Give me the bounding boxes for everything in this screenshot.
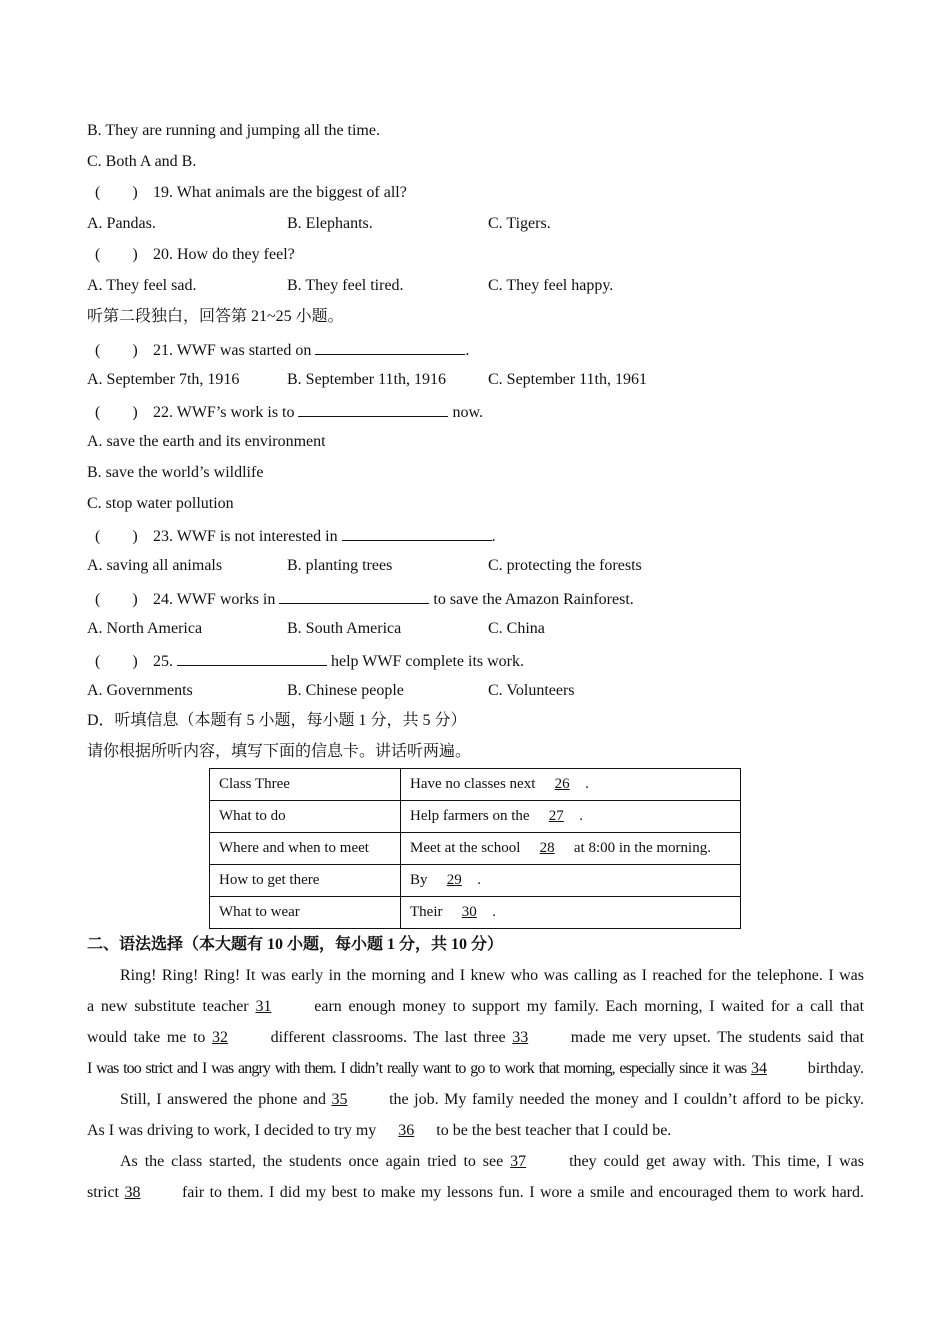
passage-text: fair to them. I did my best to make my lessons fun. I wore a smile and encouraged them to work hard. [181, 1184, 865, 1201]
info-card-table [209, 768, 741, 929]
q21-option-b: B. September 11th, 1916 [287, 371, 446, 388]
passage-text: would take me to [87, 1029, 206, 1046]
value-text-after: at 8:00 in the morning. [573, 840, 711, 856]
blank-number: 34 [750, 1060, 767, 1077]
answer-blank [342, 525, 492, 541]
question-24 [87, 588, 634, 610]
answer-paren: ( ) [95, 653, 138, 670]
passage-line [87, 1183, 864, 1203]
value-text: Their [410, 904, 443, 920]
answer-blank [298, 401, 448, 417]
blank-number: 27 [548, 808, 564, 824]
table-row [210, 865, 741, 897]
question-21 [87, 339, 469, 361]
value-text-after: . [585, 776, 589, 792]
section-2-title: 二、语法选择（本大题有 10 小题，每小题 1 分，共 10 分） [87, 936, 504, 953]
question-text-after: . [491, 528, 496, 545]
question-text: 25. [153, 653, 173, 670]
section-d-title: D．听填信息（本题有 5 小题，每小题 1 分，共 5 分） [87, 712, 467, 729]
table-label: Class Three [210, 769, 401, 801]
q22-option-c: C. stop water pollution [87, 495, 234, 512]
value-text: Help farmers on the [410, 808, 530, 824]
passage-text: they could get away with. This time, I was [569, 1153, 865, 1170]
question-text-after: . [465, 342, 470, 359]
q24-option-a: A. North America [87, 620, 203, 637]
blank-number: 26 [554, 776, 570, 792]
answer-blank [315, 339, 465, 355]
question-19 [87, 183, 407, 203]
passage-text: Ring! Ring! Ring! It was early in the morning and I knew who was calling as I reached for the telephone. I was [120, 967, 864, 984]
passage-text: As the class started, the students once again tried to see [120, 1153, 504, 1170]
table-label: Where and when to meet [210, 833, 401, 865]
blank-number: 30 [461, 904, 477, 920]
q20-option-c: C. They feel happy. [488, 277, 614, 294]
q23-option-c: C. protecting the forests [488, 557, 642, 574]
passage-line [87, 966, 864, 986]
passage-line [87, 1059, 864, 1079]
passage-text: made me very upset. The students said that [570, 1029, 865, 1046]
q19-option-c: C. Tigers. [488, 215, 551, 232]
passage-text: earn enough money to support my family. Each morning, I waited for a call that [314, 998, 865, 1015]
question-text-after: to save the Amazon Rainforest. [433, 591, 634, 608]
question-text: 19. What animals are the biggest of all? [153, 184, 407, 201]
passage-text: the job. My family needed the money and I couldn’t afford to be picky. [389, 1091, 865, 1108]
section-d-instruction: 请你根据所听内容，填写下面的信息卡。讲话听两遍。 [87, 743, 472, 760]
answer-paren: ( ) [95, 591, 138, 608]
q25-option-b: B. Chinese people [287, 682, 404, 699]
passage-line [87, 997, 864, 1017]
q25-option-c: C. Volunteers [488, 682, 575, 699]
passage-text: strict [87, 1184, 119, 1201]
passage-text: birthday. [807, 1060, 864, 1077]
table-row [210, 897, 741, 929]
question-text: 24. WWF works in [153, 591, 276, 608]
blank-number: 28 [539, 840, 555, 856]
answer-blank [177, 650, 327, 666]
q18-option-b: B. They are running and jumping all the time. [87, 122, 380, 139]
q20-option-b: B. They feel tired. [287, 277, 404, 294]
question-22 [87, 401, 483, 423]
blank-number: 36 [398, 1122, 415, 1139]
table-value [401, 833, 741, 865]
question-20 [87, 245, 295, 265]
q23-option-a: A. saving all animals [87, 557, 223, 574]
answer-blank [279, 588, 429, 604]
q24-option-b: B. South America [287, 620, 402, 637]
table-label: What to wear [210, 897, 401, 929]
table-value [401, 897, 741, 929]
q19-option-a: A. Pandas. [87, 215, 156, 232]
passage-text: Still, I answered the phone and [120, 1091, 326, 1108]
monologue2-instruction: 听第二段独白，回答第 21~25 小题。 [87, 308, 344, 325]
q24-option-c: C. China [488, 620, 545, 637]
q18-option-c: C. Both A and B. [87, 153, 197, 170]
passage-line [87, 1152, 864, 1172]
answer-paren: ( ) [95, 246, 138, 263]
value-text: Meet at the school [410, 840, 521, 856]
passage-line [87, 1090, 864, 1110]
q22-option-a: A. save the earth and its environment [87, 433, 326, 450]
q21-option-a: A. September 7th, 1916 [87, 371, 240, 388]
q22-option-b: B. save the world’s wildlife [87, 464, 264, 481]
answer-paren: ( ) [95, 342, 138, 359]
passage-text: different classrooms. The last three [270, 1029, 506, 1046]
question-text: 20. How do they feel? [153, 246, 295, 263]
blank-number: 38 [124, 1184, 141, 1201]
value-text: Have no classes next [410, 776, 536, 792]
q25-option-a: A. Governments [87, 682, 193, 699]
table-row [210, 769, 741, 801]
table-value [401, 865, 741, 897]
blank-number: 37 [510, 1153, 527, 1170]
table-label: What to do [210, 801, 401, 833]
blank-number: 35 [331, 1091, 348, 1108]
q20-option-a: A. They feel sad. [87, 277, 197, 294]
blank-number: 29 [446, 872, 462, 888]
passage-line [87, 1028, 864, 1048]
value-text: By [410, 872, 428, 888]
passage-line [87, 1121, 864, 1141]
value-text-after: . [579, 808, 584, 824]
passage-text: As I was driving to work, I decided to try my [87, 1122, 377, 1139]
table-value [401, 769, 741, 801]
table-row [210, 801, 741, 833]
passage-text: I was too strict and I was angry with them. I didn’t really want to go to work that morning, especially since it was [87, 1060, 747, 1077]
answer-paren: ( ) [95, 184, 138, 201]
q23-option-b: B. planting trees [287, 557, 393, 574]
question-text: 23. WWF is not interested in [153, 528, 338, 545]
passage-text: a new substitute teacher [87, 998, 249, 1015]
answer-paren: ( ) [95, 404, 138, 421]
answer-paren: ( ) [95, 528, 138, 545]
question-text: 22. WWF’s work is to [153, 404, 295, 421]
question-23 [87, 525, 496, 547]
question-text-after: help WWF complete its work. [331, 653, 524, 670]
table-row [210, 833, 741, 865]
table-value [401, 801, 741, 833]
q21-option-c: C. September 11th, 1961 [488, 371, 647, 388]
q19-option-b: B. Elephants. [287, 215, 373, 232]
question-text: 21. WWF was started on [153, 342, 312, 359]
blank-number: 31 [255, 998, 272, 1015]
passage-text: to be the best teacher that I could be. [436, 1122, 672, 1139]
value-text-after: . [477, 872, 482, 888]
value-text-after: . [492, 904, 496, 920]
question-25 [87, 650, 524, 672]
blank-number: 32 [211, 1029, 228, 1046]
table-label: How to get there [210, 865, 401, 897]
question-text-after: now. [452, 404, 483, 421]
blank-number: 33 [512, 1029, 529, 1046]
